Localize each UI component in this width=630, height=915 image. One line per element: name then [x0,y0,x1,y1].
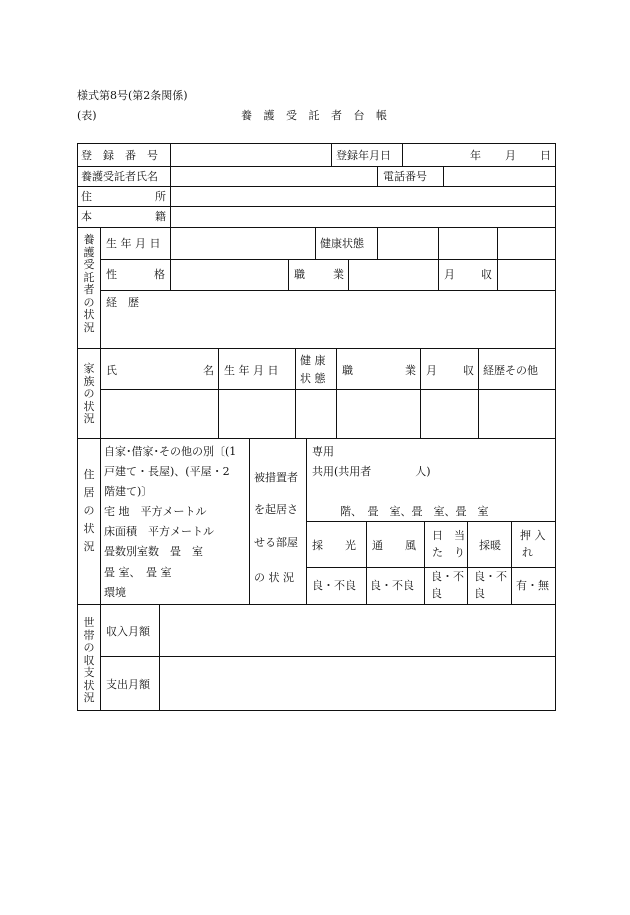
housing-floor-area: 床面積 平方メートル [104,525,214,538]
trustee-birth-date-label: 生 年 月 日 [106,237,161,250]
trustee-income-label-2: 収 [481,268,492,281]
domicile-label-1: 本 [81,210,92,223]
housing-land-area: 宅 地 平方メートル [104,505,207,518]
registration-number-label: 登 録 番 号 [81,149,158,162]
family-income-label-2: 収 [463,364,474,377]
housing-room-count-2: 畳 室、 畳 室 [104,566,172,579]
day-label: 日 [540,149,551,162]
family-name-label-1: 氏 [106,364,117,377]
closet-label-2: れ [522,546,533,559]
trustee-occupation-label-1: 職 [294,268,305,281]
trustee-income-label-1: 月 [444,268,455,281]
heating-value-1: 良・不 [474,570,507,583]
sunlight-label-1: 日 当 [432,529,465,542]
page-title: 養 護 受 託 者 台 帳 [241,109,391,122]
phone-label: 電話番号 [383,170,427,183]
family-birth-date-label: 生 年 月 日 [224,364,279,377]
family-section-label: 家族の状況 [83,362,95,425]
heating-label: 採暖 [479,539,501,552]
lighting-label: 採 光 [312,539,356,552]
trustee-name-label: 養護受託者氏名 [81,170,158,183]
family-name-label-2: 名 [203,364,214,377]
housing-section-label: 住居の状況 [83,468,95,553]
form-side: (表) [77,109,97,122]
trustee-character-label-2: 格 [154,268,165,281]
trustee-health-label: 健康状態 [320,237,364,250]
family-occupation-label-2: 業 [405,364,416,377]
form-number: 様式第8号(第2条関係) [77,89,188,102]
room-floors-tatami: 階、 畳 室、畳 室、畳 室 [340,505,489,518]
family-health-label-2: 状 態 [300,372,326,385]
heating-value-2: 良 [474,587,485,600]
finance-section-label: 世帯の収支状況 [83,616,95,704]
closet-label-1: 押 入 [520,529,546,542]
housing-environment: 環境 [104,586,126,599]
domicile-label-2: 籍 [155,210,166,223]
closet-value: 有・無 [516,579,549,592]
month-label: 月 [505,149,516,162]
trustee-occupation-label-2: 業 [333,268,344,281]
ventilation-label: 通 風 [372,539,416,552]
sunlight-value-1: 良・不 [431,570,464,583]
trustee-career-label: 経 歴 [106,296,139,309]
room-status-label-1: 被措置者 [254,471,298,484]
family-income-label-1: 月 [426,364,437,377]
housing-ownership-line1: 自家･借家･その他の別〔(1 [104,445,237,458]
room-status-label-2: を起居さ [254,503,298,516]
trustee-section-label: 養護受託者の状況 [83,233,95,334]
housing-ownership-line2: 戸建て・長屋)、(平屋・2 [104,465,230,478]
address-label-1: 住 [81,190,92,203]
lighting-value: 良・不良 [312,579,356,592]
year-label: 年 [470,149,481,162]
sunlight-label-2: た り [432,546,465,559]
registration-date-label: 登録年月日 [336,149,391,162]
family-health-label-1: 健 康 [300,354,326,367]
room-exclusive-label: 専用 [312,445,334,458]
trustee-character-label-1: 性 [106,268,117,281]
monthly-income-label: 収入月額 [106,625,150,638]
room-status-label-3: せる部屋 [254,536,298,549]
room-status-label-4: の 状 況 [254,571,294,584]
housing-ownership-line3: 階建て)〕 [104,485,153,498]
family-career-other-label: 経歴その他 [483,364,538,377]
address-label-2: 所 [155,190,166,203]
family-occupation-label-1: 職 [342,364,353,377]
monthly-expense-label: 支出月額 [106,678,150,691]
sunlight-value-2: 良 [431,587,442,600]
housing-room-count: 畳数別室数 畳 室 [104,545,203,558]
room-shared-label: 共用(共用者 人) [312,465,431,478]
ventilation-value: 良・不良 [370,579,414,592]
